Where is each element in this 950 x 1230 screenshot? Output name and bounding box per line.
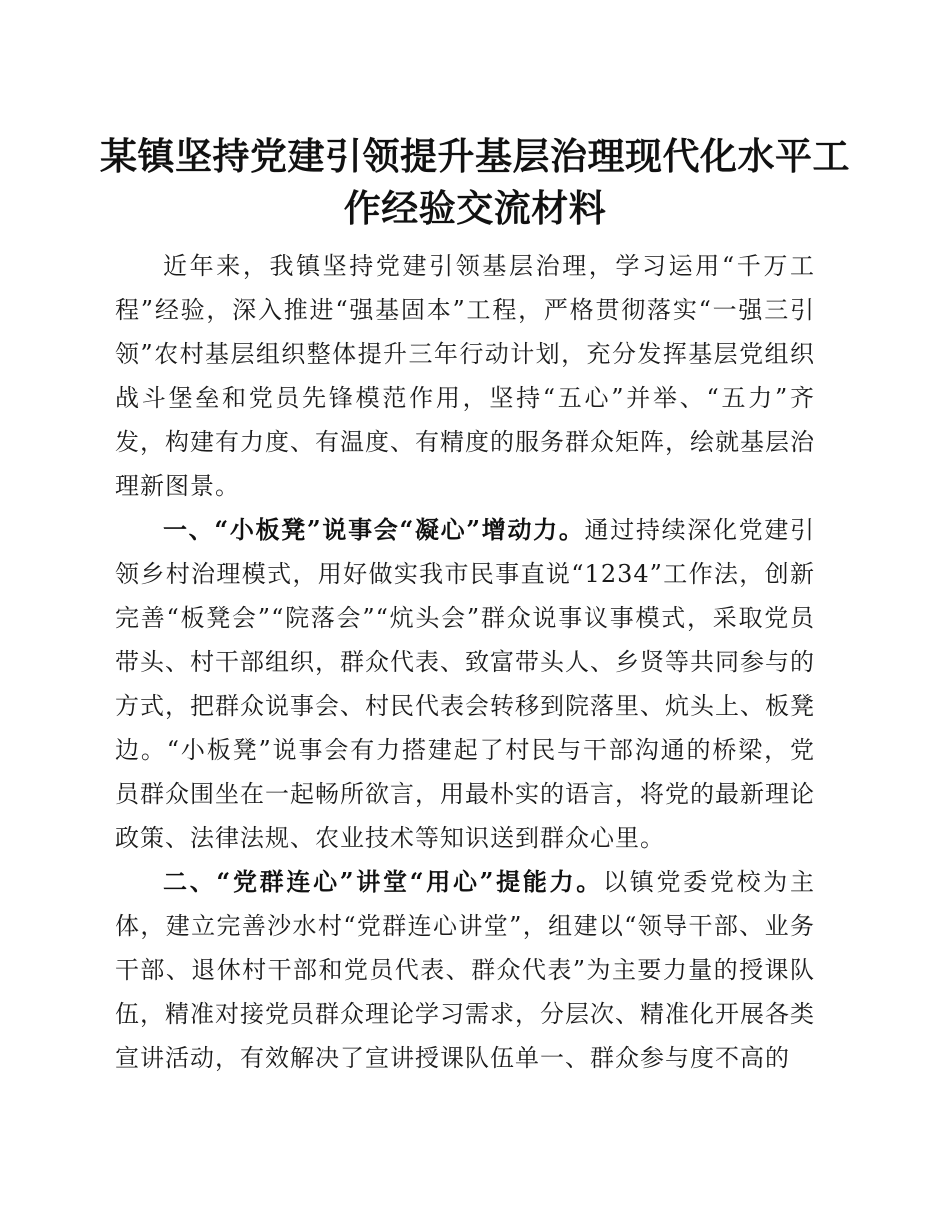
paragraph-text: 以镇党委党校为主体，建立完善沙水村“党群连心讲堂”，组建以“领导干部、业务干部、退休村干部和党员代表、群众代表”为主要力量的授课队伍，精准对接党员群众理论学习需求，分层次、精准化开展各类宣讲活动，有效解决了宣讲授课队伍单一、群众参与度不高的 <box>115 868 816 1072</box>
document-body <box>115 244 815 1080</box>
paragraph-text: 近年来，我镇坚持党建引领基层治理，学习运用“千万工程”经验，深入推进“强基固本”工程，严格贯彻落实“一强三引领”农村基层组织整体提升三年行动计划，充分发挥基层党组织战斗堡垒和党员先锋模范作用，坚持“五心”并举、“五力”齐发，构建有力度、有温度、有精度的服务群众矩阵，绘就基层治理新图景。 <box>115 252 815 500</box>
paragraph-text: 通过持续深化党建引领乡村治理模式，用好做实我市民事直说“1234”工作法，创新完善“板凳会”“院落会”“炕头会”群众说事议事模式，采取党员带头、村干部组织，群众代表、致富带头人、乡贤等共同参与的方式，把群众说事会、村民代表会转移到院落里、炕头上、板凳边。“小板凳”说事会有力搭建起了村民与干部沟通的桥梁，党员群众围坐在一起畅所欲言，用最朴实的语言，将党的最新理论政策、法律法规、农业技术等知识送到群众心里。 <box>115 516 816 852</box>
intro-paragraph <box>115 244 815 508</box>
section-one-heading: 一、“小板凳”说事会“凝心”增动力。 <box>163 515 585 544</box>
document-title: 某镇坚持党建引领提升基层治理现代化水平工作经验交流材料 <box>100 134 850 230</box>
section-two-heading: 二、“党群连心”讲堂“用心”提能力。 <box>163 867 604 896</box>
section-two-paragraph <box>115 860 815 1080</box>
section-one-paragraph <box>115 508 815 860</box>
